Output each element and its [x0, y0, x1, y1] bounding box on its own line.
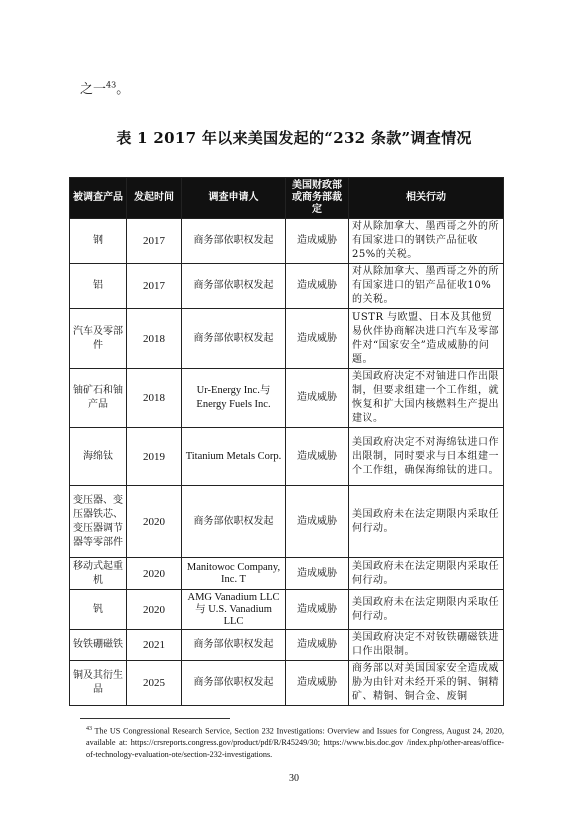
- cell-product: 钕铁硼磁铁: [70, 630, 127, 661]
- cell-action: 美国政府未在法定期限内采取任何行动。: [349, 486, 504, 558]
- footnote-ref[interactable]: 43: [106, 80, 117, 90]
- footnote-divider: [80, 718, 230, 719]
- table-row: [70, 590, 504, 630]
- cell-action: 对从除加拿大、墨西哥之外的所有国家进口的铝产品征收10%的关税。: [349, 264, 504, 309]
- cell-year: 2018: [127, 309, 182, 369]
- cell-action: 美国政府未在法定期限内采取任何行动。: [349, 558, 504, 590]
- cell-ruling: 造成威胁: [286, 590, 349, 630]
- cell-ruling: 造成威胁: [286, 428, 349, 486]
- intro-body: 之一: [80, 82, 107, 97]
- intro-text: [80, 78, 129, 97]
- cell-product: 钢: [70, 219, 127, 264]
- cell-product: 铝: [70, 264, 127, 309]
- cell-action: 美国政府决定不对钕铁硼磁铁进口作出限制。: [349, 630, 504, 661]
- header-applicant: 调查申请人: [182, 178, 286, 219]
- table-header-row: [70, 178, 504, 219]
- table-row: [70, 309, 504, 369]
- cell-year: 2020: [127, 558, 182, 590]
- header-action: 相关行动: [349, 178, 504, 219]
- cell-year: 2020: [127, 486, 182, 558]
- footnote-text: The US Congressional Research Service, Section 232 Investigations: Overview and Issues for Congress, August 24, 2020, available at: https://crsreports.congress.gov/product/pdf/R/R45249/30; https://www.bis.doc.gov /index.php/other-areas/office-of-technology-evaluation-ote/section-232-investigations.: [86, 726, 504, 759]
- cell-product: 汽车及零部件: [70, 309, 127, 369]
- cell-applicant: 商务部依职权发起: [182, 219, 286, 264]
- cell-applicant: 商务部依职权发起: [182, 264, 286, 309]
- cell-applicant: 商务部依职权发起: [182, 630, 286, 661]
- cell-applicant: AMG Vanadium LLC 与 U.S. Vanadium LLC: [182, 590, 286, 630]
- header-ruling: 美国财政部或商务部裁定: [286, 178, 349, 219]
- cell-product: 移动式起重机: [70, 558, 127, 590]
- header-year: 发起时间: [127, 178, 182, 219]
- cell-product: 海绵钛: [70, 428, 127, 486]
- table-title: 表 1 2017 年以来美国发起的“232 条款”调查情况: [116, 129, 472, 147]
- header-product: 被调查产品: [70, 178, 127, 219]
- cell-year: 2021: [127, 630, 182, 661]
- cell-applicant: Manitowoc Company, Inc. T: [182, 558, 286, 590]
- cell-action: 对从除加拿大、墨西哥之外的所有国家进口的钢铁产品征收25%的关税。: [349, 219, 504, 264]
- section-232-table: [69, 177, 504, 706]
- cell-product: 铀矿石和铀产品: [70, 369, 127, 428]
- table-row: [70, 661, 504, 706]
- cell-ruling: 造成威胁: [286, 309, 349, 369]
- cell-applicant: Ur-Energy Inc.与Energy Fuels Inc.: [182, 369, 286, 428]
- cell-year: 2017: [127, 264, 182, 309]
- table-row: [70, 428, 504, 486]
- table-row: [70, 219, 504, 264]
- cell-product: 钒: [70, 590, 127, 630]
- table-row: [70, 486, 504, 558]
- cell-year: 2017: [127, 219, 182, 264]
- cell-ruling: 造成威胁: [286, 661, 349, 706]
- cell-applicant: 商务部依职权发起: [182, 486, 286, 558]
- cell-year: 2025: [127, 661, 182, 706]
- page-number: 30: [289, 773, 299, 784]
- table-row: [70, 264, 504, 309]
- cell-applicant: 商务部依职权发起: [182, 309, 286, 369]
- cell-action: USTR 与欧盟、日本及其他贸易伙伴协商解决进口汽车及零部件对“国家安全”造成威胁的问题。: [349, 309, 504, 369]
- cell-ruling: 造成威胁: [286, 558, 349, 590]
- cell-action: 美国政府决定不对海绵钛进口作出限制，同时要求与日本组建一个工作组，确保海绵钛的进口。: [349, 428, 504, 486]
- cell-applicant: Titanium Metals Corp.: [182, 428, 286, 486]
- intro-punct: 。: [116, 82, 130, 97]
- cell-ruling: 造成威胁: [286, 369, 349, 428]
- table-row: [70, 558, 504, 590]
- cell-year: 2018: [127, 369, 182, 428]
- table-row: [70, 630, 504, 661]
- cell-ruling: 造成威胁: [286, 219, 349, 264]
- cell-action: 美国政府未在法定期限内采取任何行动。: [349, 590, 504, 630]
- footnote: [86, 724, 504, 760]
- cell-product: 铜及其衍生品: [70, 661, 127, 706]
- cell-ruling: 造成威胁: [286, 486, 349, 558]
- cell-ruling: 造成威胁: [286, 264, 349, 309]
- cell-product: 变压器、变压器铁芯、变压器调节器等零部件: [70, 486, 127, 558]
- cell-action: 美国政府决定不对铀进口作出限制，但要求组建一个工作组，就恢复和扩大国内核燃料生产提出建议。: [349, 369, 504, 428]
- table-row: [70, 369, 504, 428]
- cell-year: 2020: [127, 590, 182, 630]
- footnote-number: 43: [86, 726, 92, 732]
- cell-year: 2019: [127, 428, 182, 486]
- cell-applicant: 商务部依职权发起: [182, 661, 286, 706]
- cell-action: 商务部以对美国国家安全造成威胁为由针对未经开采的铜、铜精矿、精铜、铜合金、废铜: [349, 661, 504, 706]
- cell-ruling: 造成威胁: [286, 630, 349, 661]
